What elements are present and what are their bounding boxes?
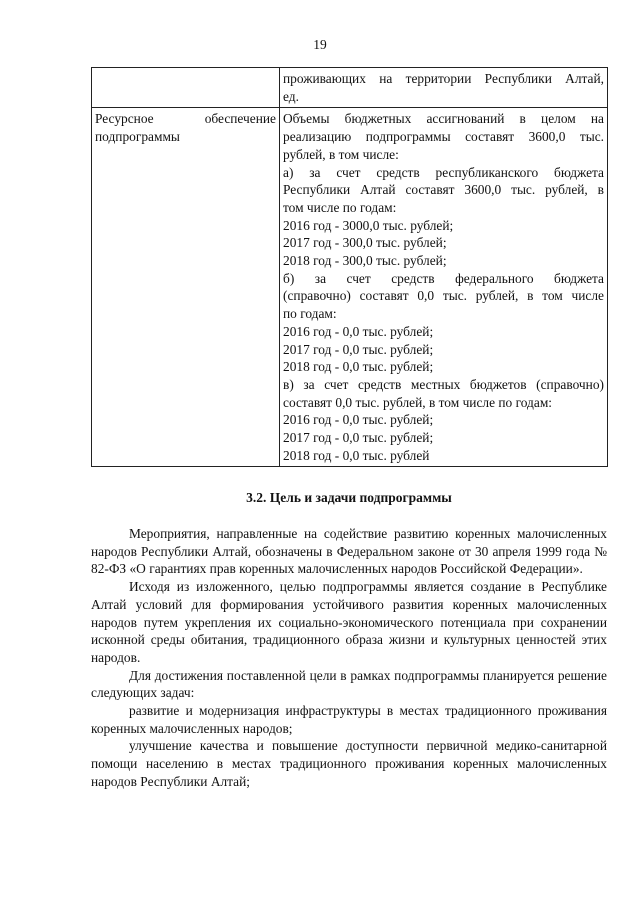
- text-line: 2018 год - 300,0 тыс. рублей;: [283, 253, 447, 269]
- text-line: проживающих на территории Республики Алтай,: [283, 71, 604, 86]
- paragraph: улучшение качества и повышение доступности первичной медико-санитарной помощи населению в местах традиционного проживания коренных малочисленных народов Республики Алтай;: [91, 738, 607, 789]
- text-line: (справочно) составят 0,0 тыс. рублей, в том числе: [283, 288, 604, 304]
- text-line: Республики Алтай составят 3600,0 тыс. рублей, в: [283, 182, 604, 198]
- subprogram-passport-table: [91, 67, 608, 467]
- text-line: 2018 год - 0,0 тыс. рублей;: [283, 359, 434, 375]
- page-number: 19: [313, 37, 327, 52]
- text-line: составят 0,0 тыс. рублей, в том числе по годам:: [283, 394, 553, 410]
- text-line: 2017 год - 0,0 тыс. рублей;: [283, 430, 434, 446]
- text-line: ед.: [283, 88, 299, 104]
- text-line: 2016 год - 0,0 тыс. рублей;: [283, 323, 434, 339]
- table-cell-funding: [280, 108, 608, 467]
- text-line: том числе по годам:: [283, 199, 397, 215]
- label-line: Ресурсное обеспечение: [95, 111, 276, 127]
- text-line: в) за счет средств местных бюджетов (справочно): [283, 376, 604, 392]
- text-line: рублей, в том числе:: [283, 146, 399, 162]
- paragraph: Для достижения поставленной цели в рамках подпрограммы планируется решение следующих задач:: [91, 667, 607, 701]
- table-cell-continuation: [280, 68, 608, 108]
- section-title: 3.2. Цель и задачи подпрограммы: [246, 490, 452, 505]
- label-line: подпрограммы: [95, 129, 180, 145]
- text-line: по годам:: [283, 306, 337, 322]
- text-line: 2016 год - 0,0 тыс. рублей;: [283, 412, 434, 428]
- text-line: 2017 год - 0,0 тыс. рублей;: [283, 341, 434, 357]
- text-line: 2017 год - 300,0 тыс. рублей;: [283, 235, 447, 251]
- text-line: а) за счет средств республиканского бюджета: [283, 164, 604, 180]
- table-cell-label: [92, 108, 280, 467]
- text-line: Объемы бюджетных ассигнований в целом на: [283, 111, 604, 127]
- text-line: б) за счет средств федерального бюджета: [283, 270, 604, 286]
- table-cell-empty: [92, 68, 280, 108]
- paragraph: Мероприятия, направленные на содействие развитию коренных малочисленных народов Республики Алтай, обозначены в Федеральном законе от 30 апреля 1999 года № 82-ФЗ «О гарантиях прав коренных малочисленных народов Российской Федерации».: [91, 526, 607, 577]
- table-row: [92, 68, 608, 108]
- text-line: 2018 год - 0,0 тыс. рублей: [283, 447, 430, 463]
- paragraph: Исходя из изложенного, целью подпрограммы является создание в Республике Алтай условий для формирования устойчивого развития коренных малочисленных народов путем укрепления их социально-экономического потенциала при сохранении исконной среды обитания, традиционного образа жизни и культурных ценностей этих народов.: [91, 579, 607, 665]
- text-line: реализацию подпрограммы составят 3600,0 тыс.: [283, 129, 604, 145]
- text-line: 2016 год - 3000,0 тыс. рублей;: [283, 217, 454, 233]
- table-row: [92, 108, 608, 467]
- paragraph: развитие и модернизация инфраструктуры в местах традиционного проживания коренных малочисленных народов;: [91, 703, 607, 736]
- body-text: [91, 525, 607, 791]
